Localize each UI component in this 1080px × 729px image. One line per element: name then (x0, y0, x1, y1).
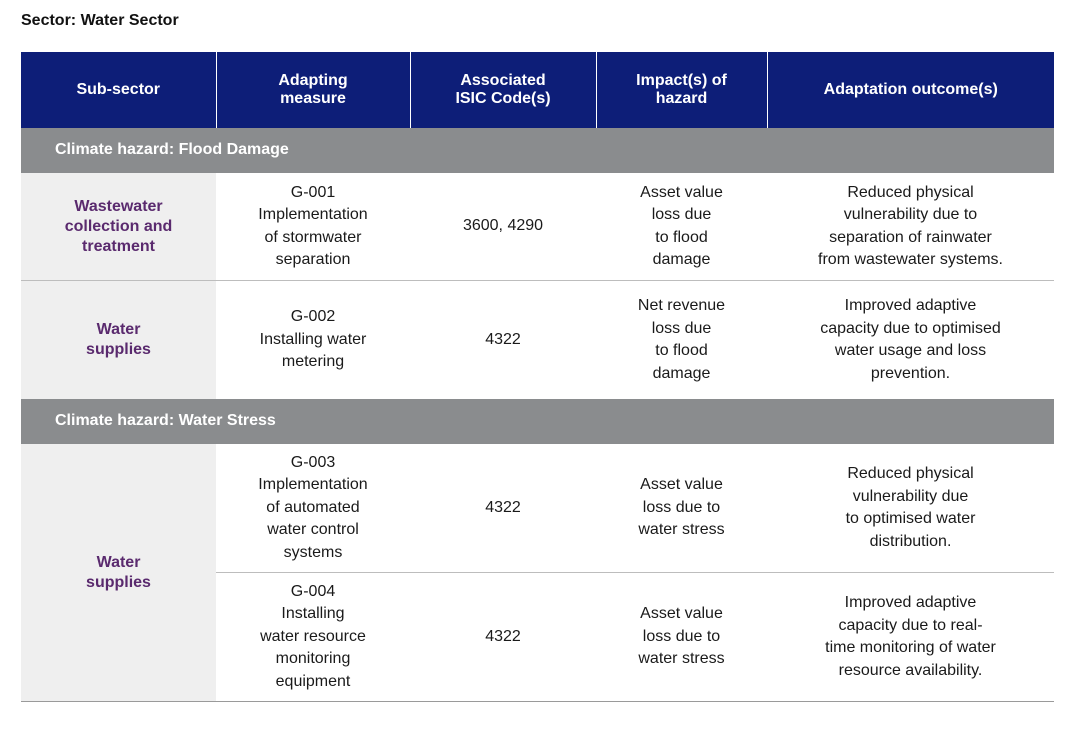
cell-text-line: Wastewater (74, 197, 163, 215)
cell-text-line: from wastewater systems. (818, 251, 1003, 268)
impact-cell (596, 281, 767, 400)
cell-text-line: damage (652, 364, 711, 382)
cell-text-line: water control (267, 521, 359, 539)
cell-text-line: to flood (655, 342, 708, 359)
cell-text-line: Asset value (640, 183, 723, 201)
cell-text-line: collection and (64, 217, 173, 235)
cell-text-line: measure (280, 90, 346, 107)
cell-text-line: Net revenue (637, 297, 726, 314)
hazard-row-water-stress (21, 399, 1054, 444)
cell-text-line: water usage and loss (834, 342, 987, 359)
hazard-title: Climate hazard: Water Stress (21, 399, 1054, 444)
outcome-cell (767, 173, 1054, 281)
isic-cell: 4322 (410, 444, 596, 573)
cell-text-line: loss due to (642, 627, 721, 645)
cell-text-line: Implementation (258, 476, 368, 494)
cell-text-line: capacity due to optimised (820, 319, 1001, 337)
cell-text-line: Water (96, 321, 141, 338)
cell-text-line: systems (283, 543, 343, 561)
cell-text-line: G-001 (290, 183, 336, 201)
cell-text-line: water stress (638, 521, 725, 539)
cell-text-line: time monitoring of water (825, 639, 996, 656)
cell-text-line: Water (96, 553, 141, 571)
cell-text-line: resource availability. (838, 661, 983, 679)
measure-cell (216, 173, 410, 281)
cell-text-line: separation of rainwater (829, 228, 992, 246)
cell-text-line: supplies (86, 573, 151, 591)
sub-sector-cell (21, 281, 216, 400)
sector-title: Sector: Water Sector (21, 12, 179, 29)
cell-text-line: to optimised water (845, 510, 976, 527)
header-row (21, 52, 1054, 128)
cell-text-line: Implementation (258, 206, 368, 223)
cell-text-line: loss due to (642, 498, 721, 516)
cell-text-line: metering (281, 353, 345, 371)
impact-cell (596, 444, 767, 573)
measure-cell (216, 281, 410, 400)
cell-text-line: distribution. (869, 532, 952, 550)
cell-text-line: Improved adaptive (844, 594, 977, 611)
table-row (21, 444, 1054, 573)
cell-text-line: Reduced physical (847, 183, 974, 201)
cell-text-line: damage (652, 251, 711, 268)
outcome-cell (767, 444, 1054, 573)
cell-text-line: separation (275, 251, 351, 268)
cell-text-line: of stormwater (264, 228, 362, 246)
cell-text-line: treatment (82, 237, 155, 255)
cell-text-line: Asset value (640, 476, 723, 494)
cell-text-line: loss due (651, 206, 712, 223)
sub-sector-cell (21, 173, 216, 281)
impact-cell (596, 573, 767, 702)
cell-text-line: Adapting (278, 72, 348, 89)
cell-text-line: supplies (86, 341, 151, 358)
cell-text-line: ISIC Code(s) (455, 90, 551, 107)
header-adapting-measure (216, 52, 410, 128)
cell-text-line: hazard (655, 90, 708, 107)
hazard-row-flood (21, 128, 1054, 173)
outcome-cell (767, 573, 1054, 702)
cell-text-line: G-003 (290, 453, 336, 471)
cell-text-line: Asset value (640, 605, 723, 623)
header-sub-sector: Sub-sector (21, 52, 216, 128)
cell-text-line: water resource (260, 627, 366, 645)
isic-cell: 4322 (485, 330, 521, 348)
impact-cell (596, 173, 767, 281)
table-row (21, 173, 1054, 281)
isic-cell: 3600, 4290 (410, 173, 596, 281)
cell-text-line: Impact(s) of (636, 72, 727, 89)
cell-text-line: Installing (281, 605, 345, 623)
table-row (21, 281, 1054, 400)
header-adaptation-outcome: Adaptation outcome(s) (767, 52, 1054, 128)
cell-text-line: Improved adaptive (844, 297, 977, 314)
cell-text-line: equipment (275, 672, 351, 690)
cell-text-line: monitoring (275, 650, 351, 668)
isic-cell: 4322 (410, 573, 596, 702)
measure-cell (216, 444, 410, 573)
cell-text-line: vulnerability due to (843, 206, 978, 223)
cell-text-line: loss due (651, 319, 712, 337)
cell-text-line: Associated (460, 72, 546, 89)
header-impact (596, 52, 767, 128)
measure-cell (216, 573, 410, 702)
sub-sector-cell (21, 444, 216, 702)
cell-text-line: Installing water (259, 330, 367, 348)
cell-text-line: capacity due to real- (838, 616, 983, 634)
cell-text-line: vulnerability due (852, 487, 969, 505)
cell-text-line: G-004 (290, 582, 336, 600)
cell-text-line: to flood (655, 228, 708, 246)
outcome-cell (767, 281, 1054, 400)
cell-text-line: G-002 (290, 308, 336, 326)
adaptation-table (21, 52, 1054, 702)
cell-text-line: of automated (266, 498, 360, 516)
cell-text-line: Reduced physical (847, 465, 974, 482)
header-isic-code (410, 52, 596, 128)
hazard-title: Climate hazard: Flood Damage (21, 128, 1054, 173)
cell-text-line: water stress (638, 650, 725, 668)
cell-text-line: prevention. (870, 364, 951, 382)
